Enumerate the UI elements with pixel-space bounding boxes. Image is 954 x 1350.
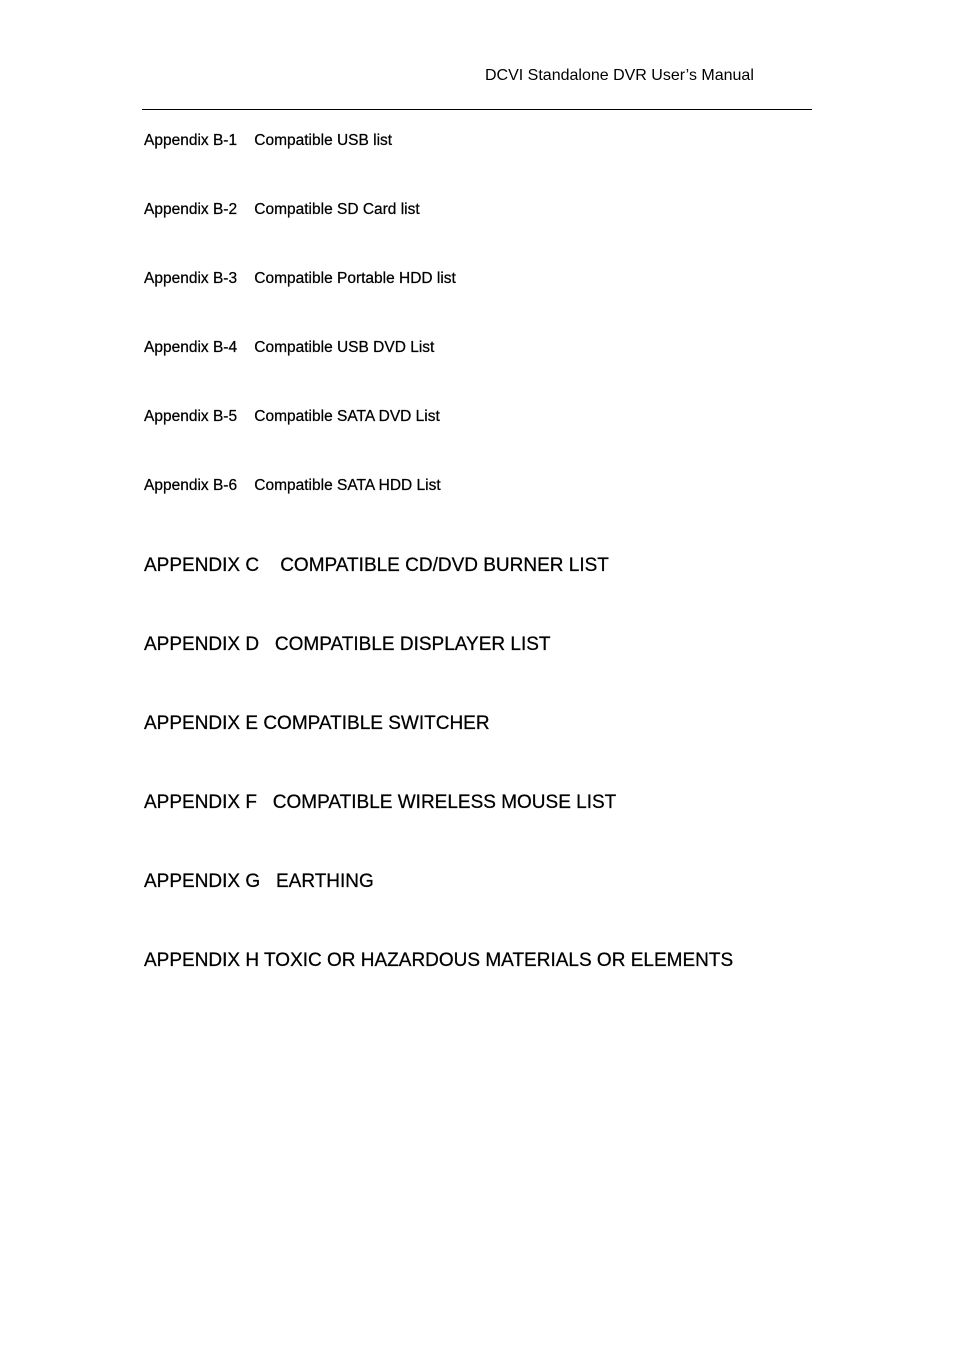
toc-entry-appendix-b4[interactable]: Appendix B-4 Compatible USB DVD List (144, 339, 435, 356)
toc-entry-appendix-f[interactable]: APPENDIX F COMPATIBLE WIRELESS MOUSE LIST (144, 792, 617, 813)
header-divider (142, 109, 812, 110)
toc-entry-appendix-c[interactable]: APPENDIX C COMPATIBLE CD/DVD BURNER LIST (144, 555, 609, 576)
toc-entry-appendix-b1[interactable]: Appendix B-1 Compatible USB list (144, 132, 393, 149)
toc-entry-appendix-h[interactable]: APPENDIX H TOXIC OR HAZARDOUS MATERIALS OR ELEMENTS (144, 950, 734, 971)
toc-entry-appendix-b3[interactable]: Appendix B-3 Compatible Portable HDD list (144, 270, 456, 287)
toc-entry-appendix-e[interactable]: APPENDIX E COMPATIBLE SWITCHER (144, 713, 490, 734)
toc-entry-appendix-g[interactable]: APPENDIX G EARTHING (144, 871, 374, 892)
running-header-title: DCVI Standalone DVR User’s Manual (485, 67, 754, 84)
toc-entry-appendix-d[interactable]: APPENDIX D COMPATIBLE DISPLAYER LIST (144, 634, 551, 655)
toc-entry-appendix-b6[interactable]: Appendix B-6 Compatible SATA HDD List (144, 477, 441, 494)
toc-entry-appendix-b2[interactable]: Appendix B-2 Compatible SD Card list (144, 201, 420, 218)
toc-entry-appendix-b5[interactable]: Appendix B-5 Compatible SATA DVD List (144, 408, 440, 425)
